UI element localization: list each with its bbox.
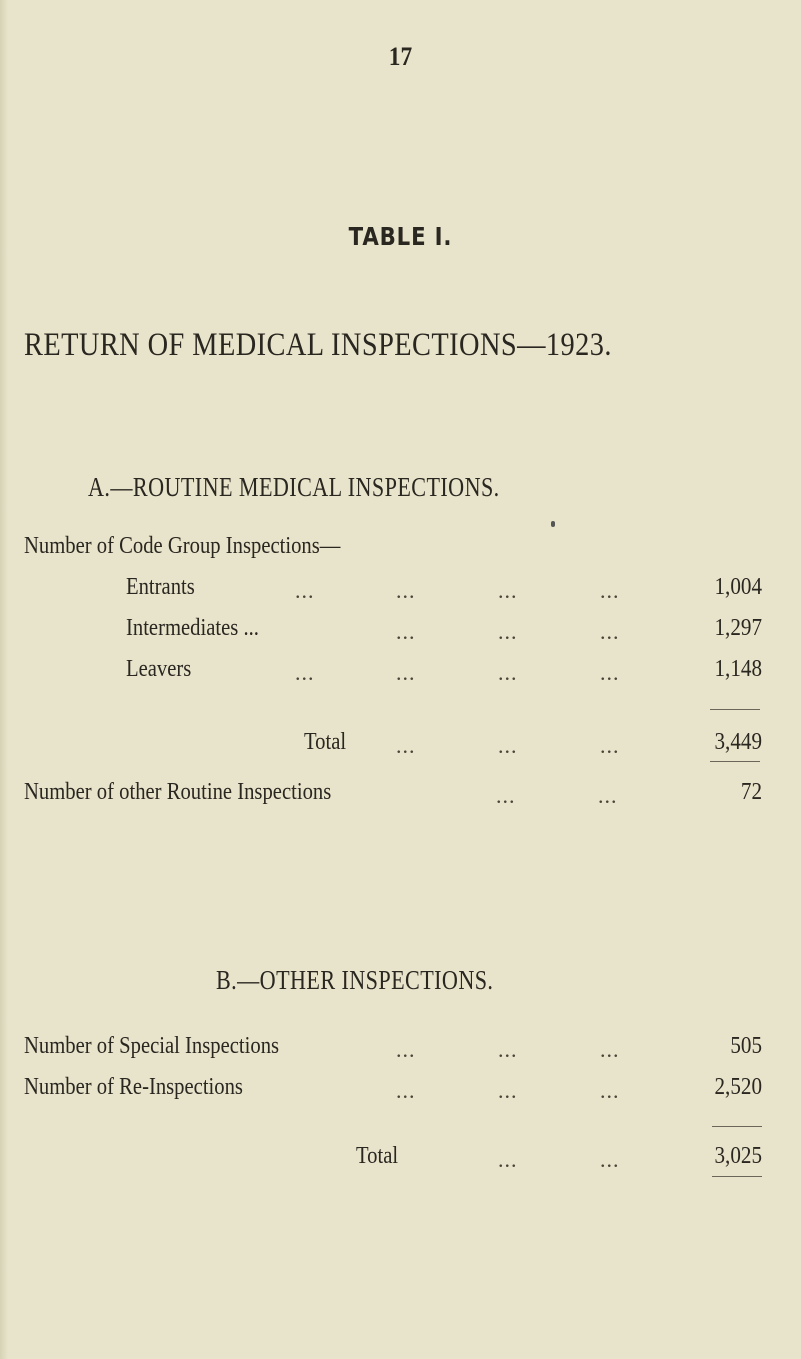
- special-inspections-label: Number of Special Inspections: [24, 1033, 280, 1059]
- leader-dots: ...: [396, 733, 416, 758]
- re-inspections-label: Number of Re-Inspections: [24, 1074, 243, 1100]
- total-b-value: 3,025: [714, 1143, 762, 1169]
- leader-dots: ...: [600, 1078, 620, 1103]
- leader-dots: ...: [498, 1147, 518, 1172]
- row-entrants-label: Entrants: [126, 574, 195, 600]
- section-b-title: B.—OTHER INSPECTIONS.: [216, 965, 494, 995]
- total-a-label: Total: [304, 729, 347, 755]
- leader-dots: ...: [600, 578, 620, 603]
- table-label: TABLE I.: [348, 222, 453, 251]
- total-rule: [712, 1176, 762, 1177]
- page-number: 17: [388, 42, 413, 71]
- leader-dots: ...: [295, 660, 315, 685]
- sum-rule: [712, 1126, 762, 1127]
- row-leavers-label: Leavers: [126, 656, 192, 682]
- main-title: RETURN OF MEDICAL INSPECTIONS—1923.: [24, 327, 612, 363]
- leader-dots: ...: [498, 1078, 518, 1103]
- row-intermediates-value: 1,297: [714, 615, 762, 641]
- re-inspections-value: 2,520: [714, 1074, 762, 1100]
- leader-dots: ...: [396, 619, 416, 644]
- leader-dots: ...: [498, 578, 518, 603]
- leader-dots: ...: [600, 660, 620, 685]
- leader-dots: ...: [396, 1078, 416, 1103]
- other-routine-value: 72: [740, 779, 762, 805]
- other-routine-label: Number of other Routine Inspections: [24, 779, 332, 805]
- code-group-heading: Number of Code Group Inspections—: [24, 533, 341, 559]
- special-inspections-value: 505: [730, 1033, 762, 1059]
- leader-dots: ...: [396, 578, 416, 603]
- leader-dots: ...: [295, 578, 315, 603]
- page-edge-shadow: [0, 0, 8, 1359]
- total-rule: [710, 761, 760, 762]
- leader-dots: ...: [498, 733, 518, 758]
- leader-dots: ...: [498, 1037, 518, 1062]
- leader-dots: ...: [600, 733, 620, 758]
- leader-dots: ...: [600, 1037, 620, 1062]
- total-b-label: Total: [356, 1143, 399, 1169]
- total-a-value: 3,449: [714, 729, 762, 755]
- row-leavers-value: 1,148: [714, 656, 762, 682]
- leader-dots: ...: [498, 660, 518, 685]
- leader-dots: ...: [600, 1147, 620, 1172]
- leader-dots: ...: [396, 1037, 416, 1062]
- section-a-title: A.—ROUTINE MEDICAL INSPECTIONS.: [88, 472, 500, 502]
- sum-rule: [710, 709, 760, 710]
- row-entrants-value: 1,004: [714, 574, 762, 600]
- leader-dots: ...: [396, 660, 416, 685]
- stray-mark: [551, 521, 555, 527]
- leader-dots: ...: [498, 619, 518, 644]
- leader-dots: ...: [496, 783, 516, 808]
- leader-dots: ...: [600, 619, 620, 644]
- row-intermediates-label: Intermediates ...: [126, 615, 259, 641]
- leader-dots: ...: [598, 783, 618, 808]
